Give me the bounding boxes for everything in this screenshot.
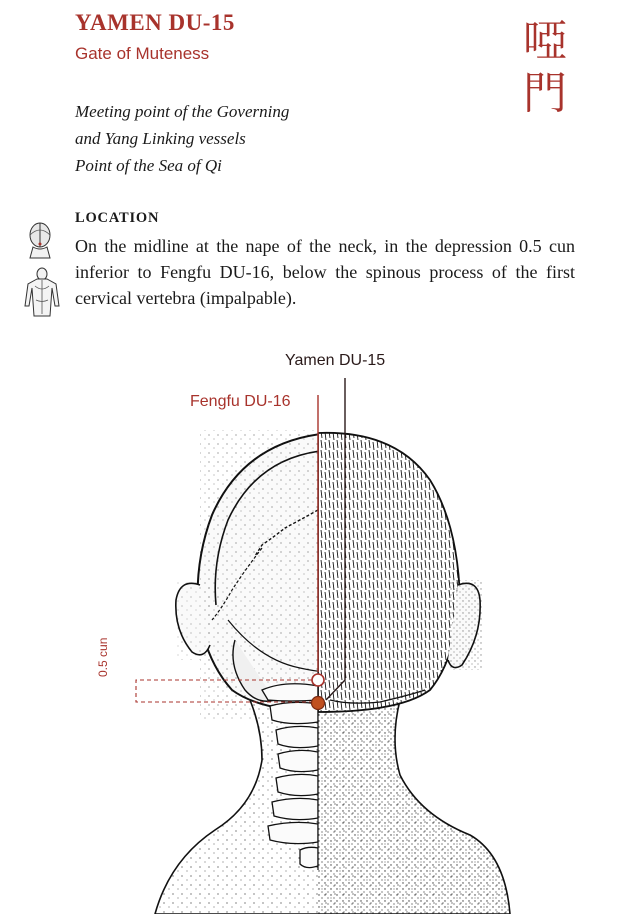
hair-half	[318, 433, 460, 712]
label-yamen: Yamen DU-15	[285, 352, 386, 369]
classification-line-3: Point of the Sea of Qi	[75, 156, 222, 175]
label-fengfu: Fengfu DU-16	[190, 393, 291, 410]
chinese-char-2: 門	[523, 68, 567, 119]
classification-line-2: and Yang Linking vessels	[75, 129, 246, 148]
location-description: On the midline at the nape of the neck, in the depression 0.5 cun inferior to Fengfu DU-16, below the spinous process of the first cervical vertebra (impalpable).	[75, 236, 575, 308]
yamen-point-marker	[312, 697, 325, 710]
location-heading: LOCATION	[75, 210, 160, 226]
classification-line-1: Meeting point of the Governing	[75, 102, 290, 121]
label-measure: 0.5 cun	[96, 637, 110, 677]
point-subtitle: Gate of Muteness	[75, 44, 210, 63]
fengfu-point-marker	[312, 674, 324, 686]
point-title: YAMEN DU-15	[75, 10, 235, 35]
chinese-char-1: 啞	[523, 16, 567, 67]
